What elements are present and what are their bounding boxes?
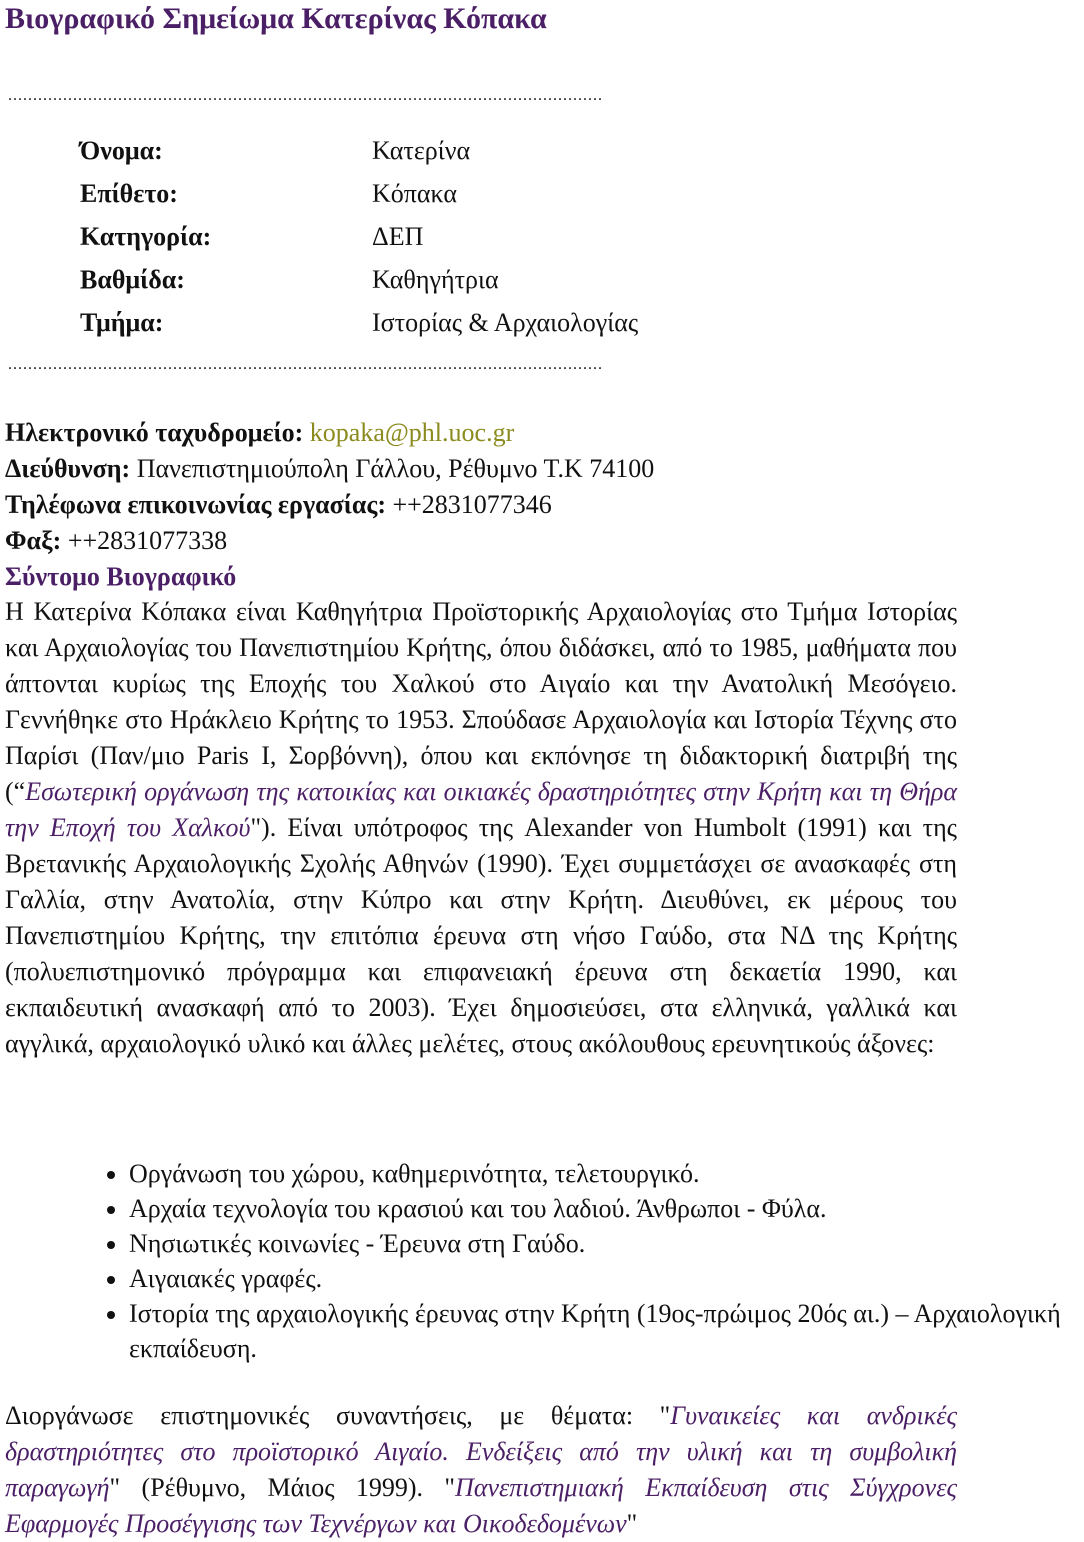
address-line xyxy=(5,451,654,487)
field-label: Τμήμα: xyxy=(80,308,164,337)
fax-label: Φαξ: xyxy=(5,526,62,555)
field-row-department xyxy=(80,301,638,344)
phone-label: Τηλέφωνα επικοινωνίας εργασίας: xyxy=(5,490,386,519)
page-title: Βιογραφικό Σημείωμα Κατερίνας Κόπακα xyxy=(5,2,547,35)
bio-text-part1: Η Κατερίνα Κόπακα είναι Καθηγήτρια Προϊστορικής Αρχαιολογίας στο Τμήμα Ιστορίας και Αρχαιολογίας του Πανεπιστημίου Κρήτης, όπου διδάσκει, από το 1985, μαθήματα που άπτονται κυρίως της Εποχής του Χαλκού στο Αιγαίο και την Ανατολική Μεσόγειο. Γεννήθηκε στο Ηράκλειο Κρήτης το 1953. Σπούδασε Αρχαιολογία και Ιστορία Τέχνης στο Παρίσι (Παν/μιο Paris I, Σορβόννη), όπου και εκπόνησε τη διδακτορική διατριβή της (“ xyxy=(5,597,957,806)
email-label: Ηλεκτρονικό ταχυδρομείο: xyxy=(5,418,304,447)
list-item: • Αιγαιακές γραφές. xyxy=(129,1261,1084,1296)
email-line xyxy=(5,415,654,451)
list-item: • Νησιωτικές κοινωνίες - Έρευνα στη Γαύδο. xyxy=(129,1226,1084,1261)
list-item: • Ιστορία της αρχαιολογικής έρευνας στην Κρήτη (19ος-πρώιμος 20ός αι.) – Αρχαιολογική εκπαίδευση. xyxy=(129,1296,1084,1366)
address-value: Πανεπιστημιούπολη Γάλλου, Ρέθυμνο Τ.Κ 74100 xyxy=(136,454,655,483)
meetings-intro: Διοργάνωσε επιστημονικές συναντήσεις, με θέματα: " xyxy=(5,1401,671,1430)
meeting-topic-2: Πανεπιστημιακή Εκπαίδευση στις Σύγχρονες Εφαρμογές Προσέγγισης των Τεχνέργων και Οικοδεδομένων xyxy=(5,1473,957,1538)
separator-top: ....................................................................................................................... xyxy=(8,87,603,104)
personal-info xyxy=(80,129,638,344)
list-item: • Οργάνωση του χώρου, καθημερινότητα, τελετουργικό. xyxy=(129,1156,1084,1191)
research-areas-list xyxy=(0,1156,1084,1366)
email-link[interactable]: kopaka@phl.uoc.gr xyxy=(309,418,515,447)
meetings-end: " xyxy=(626,1509,638,1538)
thesis-title: Εσωτερική οργάνωση της κατοικίας και οικιακές δραστηριότητες στην Κρήτη και τη Θήρα την Εποχή του Χαλκού xyxy=(5,777,957,842)
field-row-surname xyxy=(80,172,638,215)
field-value: Κόπακα xyxy=(372,179,458,208)
separator-bottom: ....................................................................................................................... xyxy=(8,356,603,373)
field-label: Κατηγορία: xyxy=(80,222,212,251)
address-label: Διεύθυνση: xyxy=(5,454,131,483)
field-value: ΔΕΠ xyxy=(372,222,424,251)
field-value: Ιστορίας & Αρχαιολογίας xyxy=(372,308,639,337)
field-value: Κατερίνα xyxy=(372,136,471,165)
list-item: • Αρχαία τεχνολογία του κρασιού και του λαδιού. Άνθρωποι - Φύλα. xyxy=(129,1191,1084,1226)
fax-value: ++2831077338 xyxy=(67,526,228,555)
bio-paragraph xyxy=(5,594,957,1062)
phone-line xyxy=(5,487,654,523)
contact-block xyxy=(5,415,654,595)
field-row-name xyxy=(80,129,638,172)
meetings-paragraph xyxy=(5,1398,957,1542)
fax-line xyxy=(5,523,654,559)
meeting-topic-1: Γυναικείες και ανδρικές δραστηριότητες στο προϊστορικό Αιγαίο. Ενδείξεις από την υλική και τη συμβολική παραγωγή xyxy=(5,1401,957,1502)
phone-value: ++2831077346 xyxy=(392,490,552,519)
field-label: Όνομα: xyxy=(80,136,163,165)
bio-text-part2: "). Είναι υπότροφος της Alexander von Humbolt (1991) και της Βρετανικής Αρχαιολογικής Σχολής Αθηνών (1990). Έχει συμμετάσχει σε ανασκαφές στη Γαλλία, στην Ανατολία, στην Κύπρο και στην Κρήτη. Διευθύνει, εκ μέρους του Πανεπιστημίου Κρήτης, την επιτόπια έρευνα στη νήσο Γαύδο, στα ΝΔ της Κρήτης (πολυεπιστημονικό πρόγραμμα και επιφανειακή έρευνα στη δεκαετία 1990, και εκπαιδευτική ανασκαφή από το 2003). Έχει δημοσιεύσει, στα ελληνικά, γαλλικά και αγγλικά, αρχαιολογικό υλικό και άλλες μελέτες, στους ακόλουθους ερευνητικούς άξονες: xyxy=(5,813,957,1058)
meetings-mid: " (Ρέθυμνο, Μάιος 1999). " xyxy=(109,1473,456,1502)
field-label: Επίθετο: xyxy=(80,179,178,208)
field-label: Βαθμίδα: xyxy=(80,265,185,294)
field-row-rank xyxy=(80,258,638,301)
bio-heading: Σύντομο Βιογραφικό xyxy=(5,562,237,591)
field-row-category xyxy=(80,215,638,258)
field-value: Καθηγήτρια xyxy=(372,265,499,294)
